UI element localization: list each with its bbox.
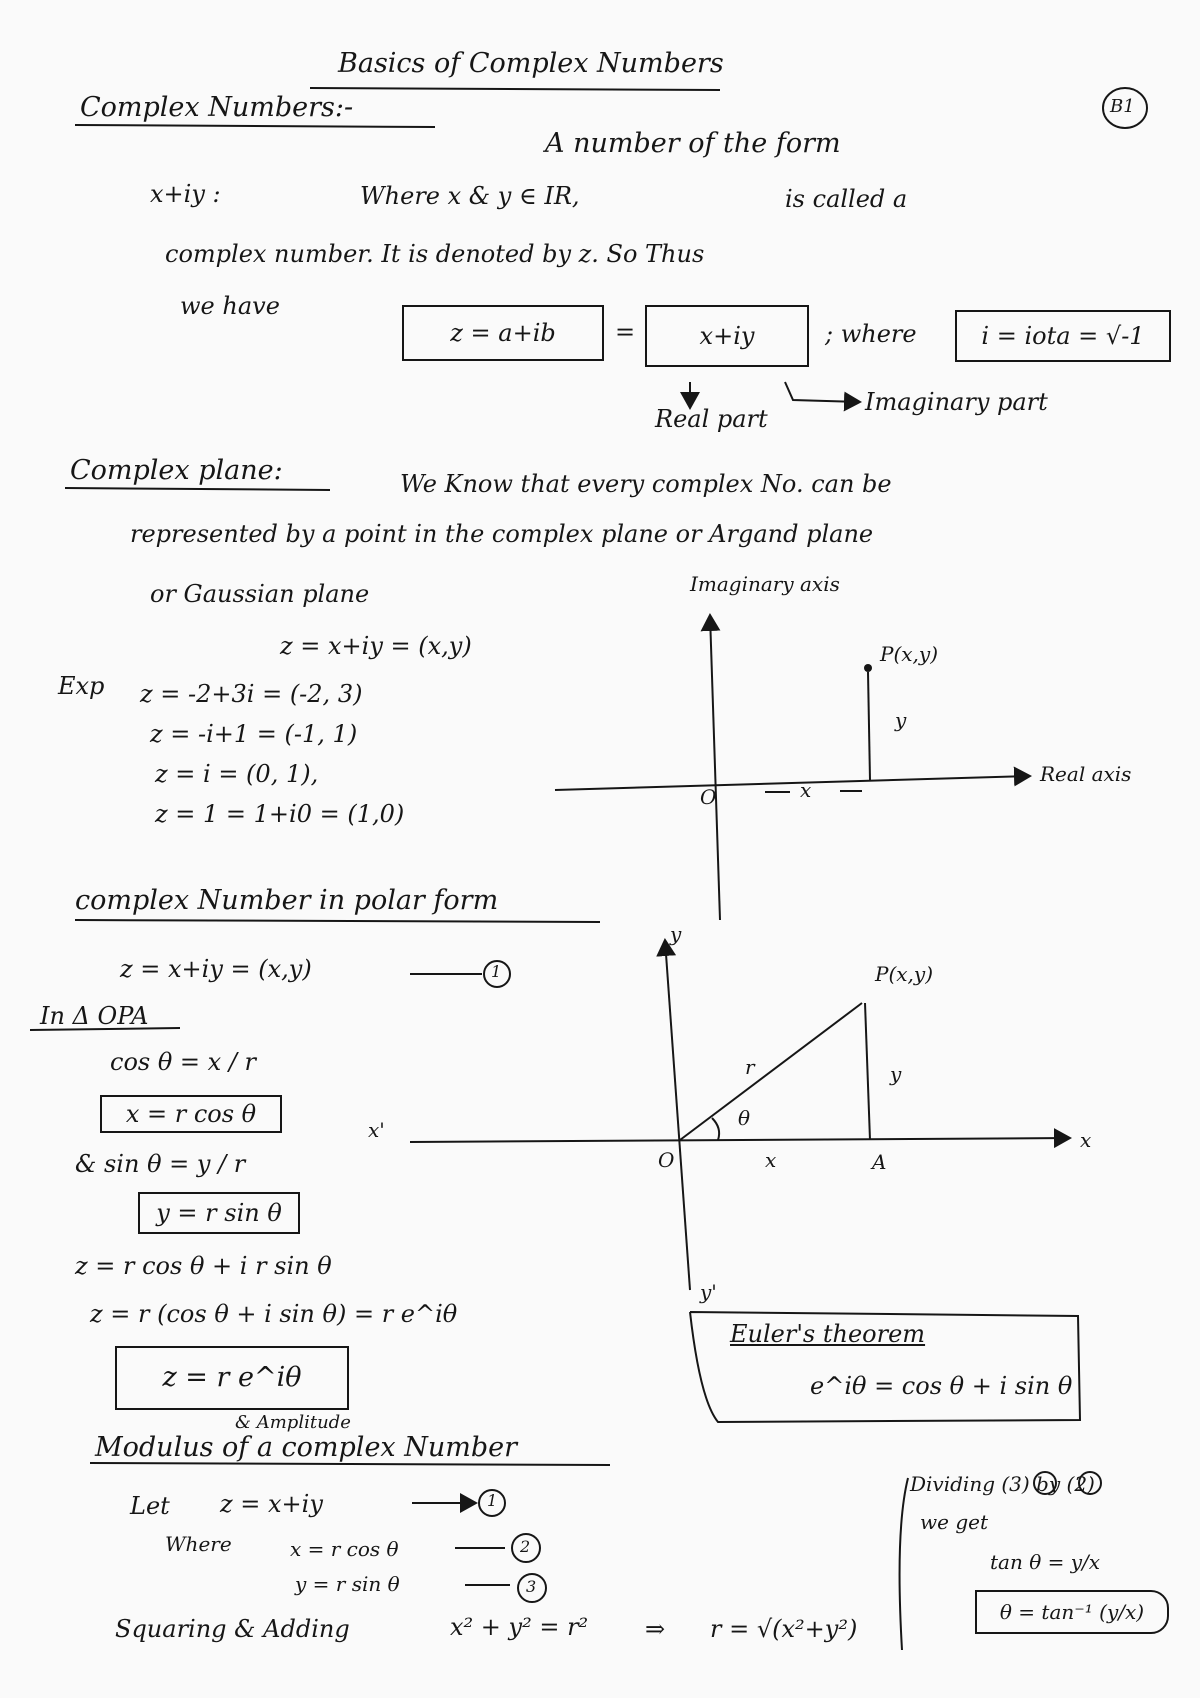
point-dot	[864, 664, 872, 672]
point-y-projection	[868, 672, 870, 780]
plane-line-3: or Gaussian plane	[150, 580, 370, 608]
perpendicular-line	[865, 1003, 870, 1140]
base-x-label: x	[765, 1148, 777, 1172]
example-label: Exp	[58, 672, 105, 700]
modulus-eq-1: z = x+iy	[220, 1490, 323, 1518]
definition-line-2a: x+iy :	[150, 180, 221, 208]
modulus-num-3: 3	[526, 1577, 537, 1596]
squaring-label: Squaring & Adding	[115, 1615, 350, 1643]
z-rei-theta-box: z = r e^iθ	[115, 1346, 349, 1410]
definition-line-2b: Where x & y ∈ IR,	[360, 182, 580, 210]
euler-theorem-title: Euler's theorem	[730, 1320, 926, 1348]
imaginary-part-arrow	[785, 382, 860, 402]
section-heading-modulus: Modulus of a complex Number	[95, 1432, 518, 1463]
radius-line	[680, 1003, 862, 1140]
z-euler-form: z = r (cos θ + i sin θ) = r e^iθ	[90, 1300, 458, 1328]
formula-box-a-ib: z = a+ib	[402, 305, 604, 361]
x-label: x	[800, 778, 812, 802]
example-2: z = -i+1 = (-1, 1)	[150, 720, 358, 748]
modulus-underline	[90, 1463, 610, 1465]
definition-line-3: complex number. It is denoted by z. So Thus	[165, 240, 705, 268]
polar-x-axis-line	[410, 1138, 1070, 1142]
formula-box-iota: i = iota = √-1	[955, 310, 1171, 362]
amplitude-note: & Amplitude	[235, 1412, 351, 1433]
example-4: z = 1 = 1+i0 = (1,0)	[155, 800, 405, 828]
eq-number-1: 1	[491, 962, 502, 981]
complex-numbers-underline	[75, 125, 435, 127]
polar-form-underline	[75, 920, 600, 922]
imaginary-axis-line	[710, 615, 720, 920]
y-prime-label: y'	[700, 1280, 717, 1304]
y-r-sin-box: y = r sin θ	[138, 1192, 300, 1234]
z-xy-line: z = x+iy = (x,y)	[280, 632, 472, 660]
origin-label: O	[700, 785, 717, 809]
modulus-eq-2: x = r cos θ	[290, 1537, 399, 1561]
where-label: Where	[165, 1532, 232, 1556]
complex-plane-underline	[65, 488, 330, 490]
implies-arrow: ⇒	[645, 1615, 666, 1643]
x-r-cos-box: x = r cos θ	[100, 1095, 282, 1133]
modulus-eq-3: y = r sin θ	[295, 1572, 400, 1596]
example-1: z = -2+3i = (-2, 3)	[140, 680, 363, 708]
formula-box-x-iy: x+iy	[645, 305, 809, 367]
sin-theta-eq: & sin θ = y / r	[75, 1150, 246, 1178]
real-axis-label: Real axis	[1040, 762, 1132, 786]
plane-line-2: represented by a point in the complex plane or Argand plane	[130, 520, 874, 548]
point-a-label: A	[872, 1150, 887, 1174]
dividing-text: Dividing (3) by (2)	[910, 1472, 1095, 1496]
page-title: Basics of Complex Numbers	[338, 48, 724, 79]
polar-y-axis-line	[665, 940, 690, 1290]
real-axis-line	[555, 776, 1030, 790]
imaginary-axis-label: Imaginary axis	[690, 572, 840, 596]
we-get-text: we get	[920, 1510, 988, 1534]
modulus-num-1: 1	[487, 1491, 498, 1510]
z-rcos-isin: z = r cos θ + i r sin θ	[75, 1252, 332, 1280]
imaginary-part-label: Imaginary part	[865, 388, 1048, 416]
side-y-label: y	[890, 1062, 902, 1086]
theta-arc	[712, 1118, 719, 1140]
divide-bracket	[900, 1478, 908, 1650]
tan-theta-eq: tan θ = y/x	[990, 1550, 1101, 1574]
let-label: Let	[130, 1492, 170, 1520]
squaring-eq: x² + y² = r²	[450, 1613, 589, 1641]
r-modulus-eq: r = √(x²+y²)	[710, 1615, 858, 1643]
theta-label: θ	[738, 1106, 751, 1130]
section-heading-polar-form: complex Number in polar form	[75, 885, 499, 916]
x-axis-label: x	[1080, 1128, 1092, 1152]
real-part-label: Real part	[655, 405, 768, 433]
section-heading-complex-numbers: Complex Numbers:-	[80, 92, 354, 123]
plane-line-1: We Know that every complex No. can be	[400, 470, 892, 498]
definition-line-2c: is called a	[785, 185, 908, 213]
definition-line-1: A number of the form	[545, 128, 841, 159]
x-prime-label: x'	[368, 1118, 385, 1142]
theta-arctan-box: θ = tan⁻¹ (y/x)	[975, 1590, 1169, 1634]
y-label: y	[895, 708, 907, 732]
polar-y-label: y	[670, 922, 682, 946]
section-heading-complex-plane: Complex plane:	[70, 455, 283, 486]
euler-equation: e^iθ = cos θ + i sin θ	[810, 1372, 1073, 1400]
cos-theta-eq: cos θ = x / r	[110, 1048, 257, 1076]
polar-origin-label: O	[658, 1148, 675, 1172]
radius-label: r	[745, 1055, 755, 1079]
definition-line-4: we have	[180, 292, 280, 320]
example-3: z = i = (0, 1),	[155, 760, 319, 788]
where-text: ; where	[825, 320, 917, 348]
title-underline	[310, 88, 720, 90]
equals-sign: =	[615, 318, 636, 346]
polar-eq-1: z = x+iy = (x,y)	[120, 955, 312, 983]
point-p-label: P(x,y)	[880, 642, 938, 666]
page-number: B1	[1110, 96, 1135, 117]
triangle-label: In Δ OPA	[40, 1002, 149, 1030]
modulus-num-2: 2	[520, 1537, 531, 1556]
polar-point-label: P(x,y)	[875, 962, 933, 986]
